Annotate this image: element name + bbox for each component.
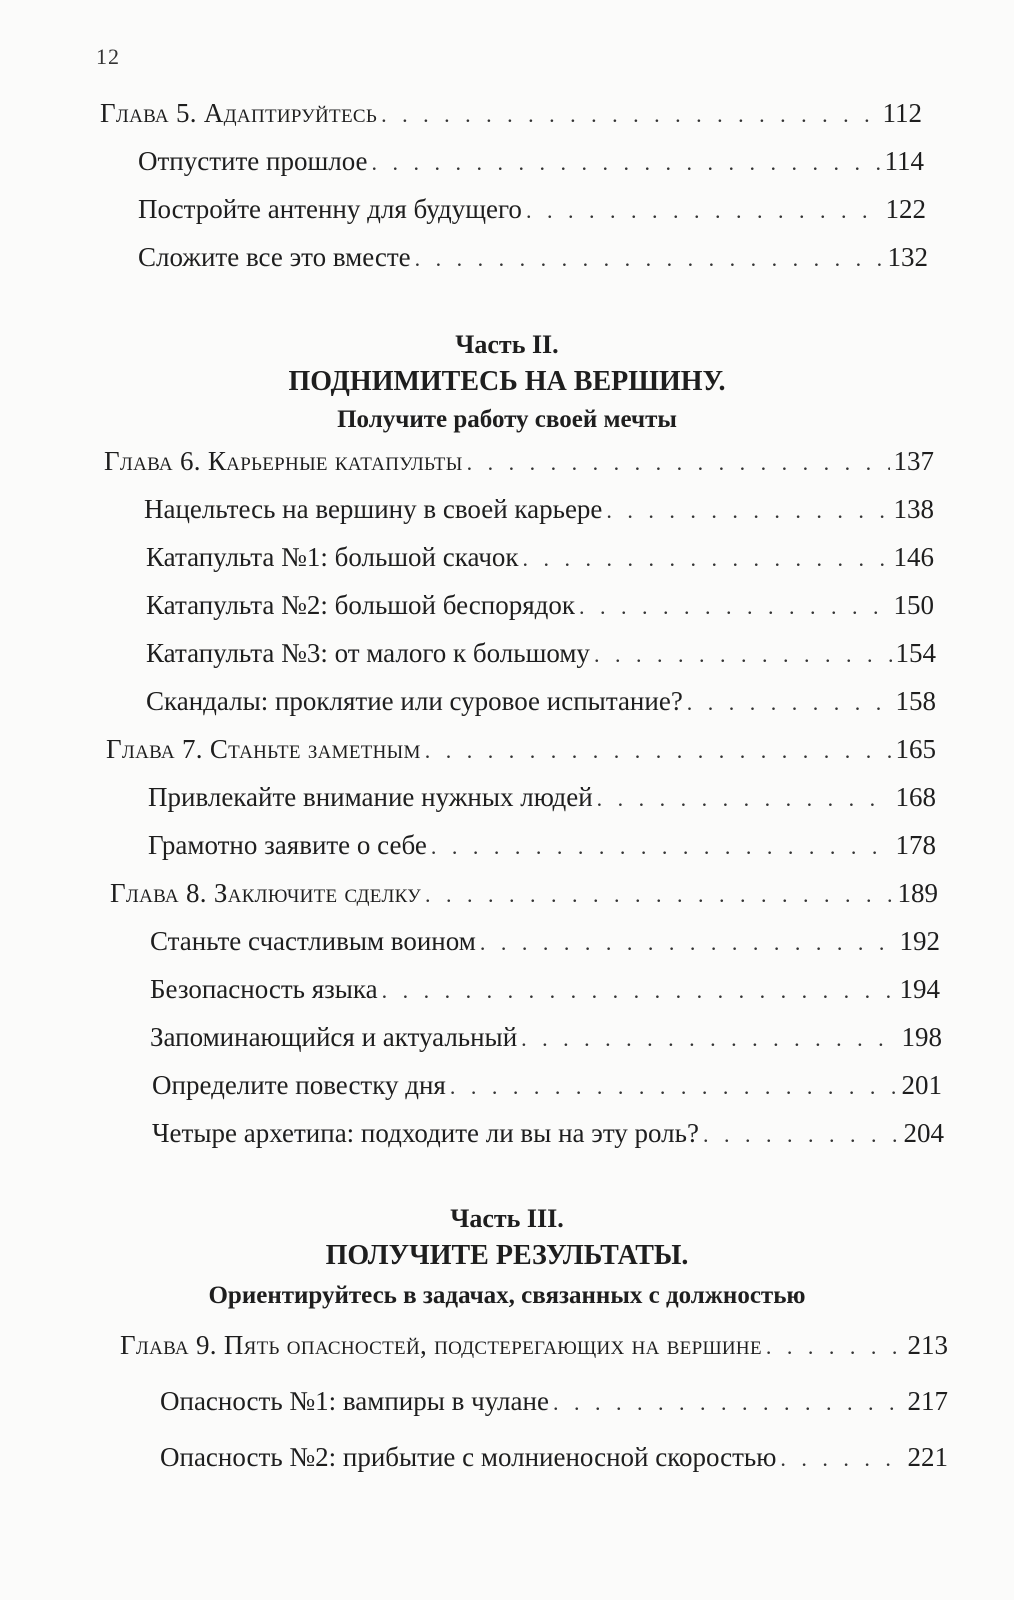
toc-entry-title: Катапульта №2: большой беспорядок [146, 590, 575, 620]
toc-page-number: 158 [895, 686, 936, 716]
toc-chapter-row [110, 878, 938, 909]
toc-entry-title: Сложите все это вместе [138, 242, 411, 272]
toc-entry-title: Постройте антенну для будущего [138, 194, 522, 224]
part-title: ПОДНИМИТЕСЬ НА ВЕРШИНУ. [288, 366, 726, 397]
toc-entry-title: Глава 6. Карьерные катапульты [104, 446, 463, 476]
toc-entry-title: Глава 8. Заключите сделку [110, 878, 421, 908]
toc-chapter-row [104, 446, 934, 477]
leader-dots [467, 450, 890, 476]
toc-item-row [146, 686, 936, 717]
leader-dots [780, 1446, 903, 1472]
toc-item-row [152, 1070, 942, 1101]
leader-dots [553, 1390, 904, 1416]
leader-dots [579, 594, 890, 620]
toc-item-row [138, 194, 926, 225]
toc-item-row [146, 638, 936, 669]
leader-dots [594, 642, 892, 668]
part-label: Часть II. [455, 330, 559, 359]
toc-entry-title: Отпустите прошлое [138, 146, 368, 176]
leader-dots [526, 198, 882, 224]
toc-page-number: 168 [895, 782, 936, 812]
leader-dots [372, 150, 881, 176]
toc-item-row [150, 1022, 942, 1053]
toc-entry-title: Опасность №2: прибытие с молниеносной скоростью [160, 1442, 777, 1472]
toc-entry-title: Четыре архетипа: подходите ли вы на эту роль? [152, 1118, 699, 1148]
leader-dots [425, 882, 894, 908]
toc-page-number: 213 [907, 1330, 948, 1360]
toc-page-number: 150 [893, 590, 934, 620]
leader-dots [382, 978, 896, 1004]
leader-dots [606, 498, 889, 524]
toc-entry-title: Привлекайте внимание нужных людей [148, 782, 593, 812]
toc-entry-title: Станьте счастливым воином [150, 926, 476, 956]
toc-page-number: 122 [885, 194, 926, 224]
part-subtitle: Ориентируйтесь в задачах, связанных с должностью [208, 1282, 806, 1309]
leader-dots [597, 786, 892, 812]
toc-entry-title: Глава 5. Адаптируйтесь [100, 98, 378, 128]
leader-dots [415, 246, 884, 272]
leader-dots [431, 834, 892, 860]
toc-page-number: 154 [895, 638, 936, 668]
toc-page-number: 204 [903, 1118, 944, 1148]
toc-page-number: 112 [882, 98, 922, 128]
leader-dots [523, 546, 890, 572]
toc-item-row [152, 1118, 944, 1149]
toc-entry-title: Глава 9. Пять опасностей, подстерегающих на вершине [120, 1330, 762, 1360]
toc-page-number: 194 [899, 974, 940, 1004]
toc-item-row [144, 494, 934, 525]
toc-entry-title: Глава 7. Станьте заметным [106, 734, 421, 764]
toc-entry-title: Грамотно заявите о себе [148, 830, 427, 860]
part-subtitle: Получите работу своей мечты [337, 406, 677, 433]
toc-page-number: 178 [895, 830, 936, 860]
toc-page-number: 217 [907, 1386, 948, 1416]
toc-item-row [146, 590, 934, 621]
toc-item-row [138, 146, 924, 177]
toc-item-row [148, 830, 936, 861]
toc-entry-title: Нацельтесь на вершину в своей карьере [144, 494, 603, 524]
toc-page-number: 132 [887, 242, 928, 272]
toc-entry-title: Определите повестку дня [152, 1070, 446, 1100]
toc-chapter-row [120, 1330, 948, 1361]
part-title: ПОЛУЧИТЕ РЕЗУЛЬТАТЫ. [325, 1240, 689, 1271]
toc-chapter-row [106, 734, 936, 765]
toc-page-number: 146 [893, 542, 934, 572]
toc-page-number: 221 [907, 1442, 948, 1472]
toc-page-number: 198 [901, 1022, 942, 1052]
leader-dots [521, 1026, 897, 1052]
toc-page-number: 192 [899, 926, 940, 956]
toc-item-row [138, 242, 928, 273]
toc-entry-title: Катапульта №3: от малого к большому [146, 638, 590, 668]
leader-dots [450, 1074, 898, 1100]
toc-entry-title: Скандалы: проклятие или суровое испытание? [146, 686, 683, 716]
leader-dots [766, 1334, 904, 1360]
leader-dots [480, 930, 896, 956]
leader-dots [381, 102, 878, 128]
toc-page-number: 165 [895, 734, 936, 764]
toc-item-row [160, 1442, 948, 1473]
leader-dots [703, 1122, 900, 1148]
part-label: Часть III. [450, 1204, 564, 1233]
toc-page-number: 137 [893, 446, 934, 476]
leader-dots [425, 738, 892, 764]
toc-item-row [150, 926, 940, 957]
toc-item-row [160, 1386, 948, 1417]
page-number: 12 [96, 44, 120, 69]
toc-page-number: 201 [901, 1070, 942, 1100]
toc-chapter-row [100, 98, 922, 129]
toc-item-row [150, 974, 940, 1005]
toc-entry-title: Опасность №1: вампиры в чулане [160, 1386, 549, 1416]
toc-item-row [148, 782, 936, 813]
toc-page-number: 189 [897, 878, 938, 908]
toc-entry-title: Запоминающийся и актуальный [150, 1022, 518, 1052]
toc-page-number: 138 [893, 494, 934, 524]
toc-item-row [146, 542, 934, 573]
toc-page-number: 114 [884, 146, 924, 176]
toc-entry-title: Катапульта №1: большой скачок [146, 542, 519, 572]
toc-entry-title: Безопасность языка [150, 974, 378, 1004]
leader-dots [687, 690, 892, 716]
